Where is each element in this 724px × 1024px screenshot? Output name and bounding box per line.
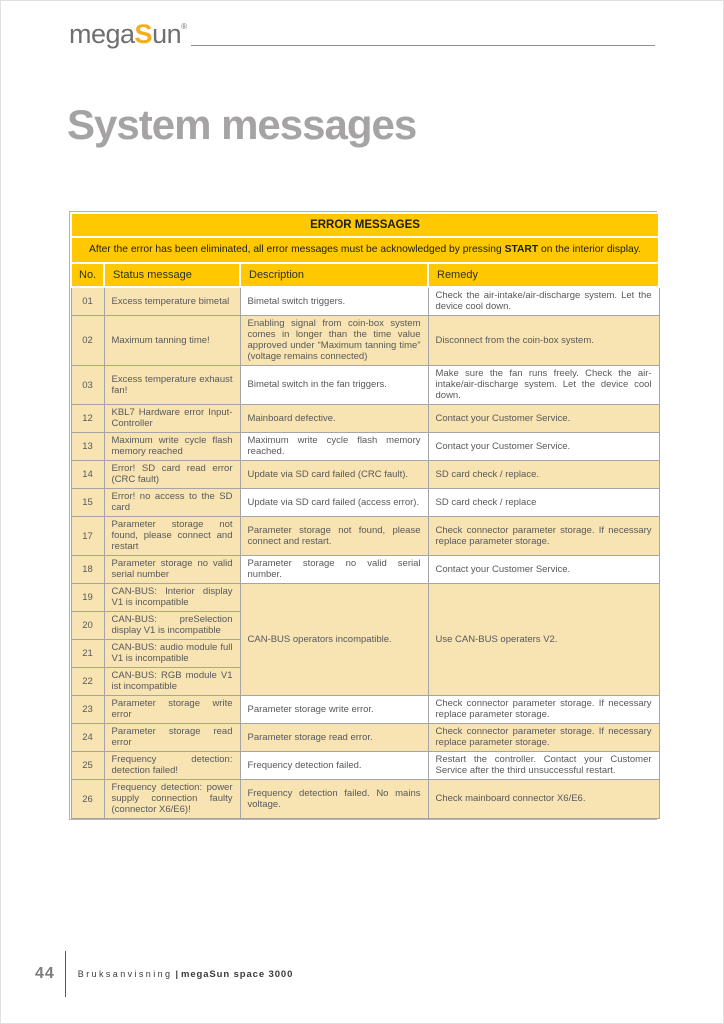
cell-description: Enabling signal from coin-box system comes in longer than the time value approved under “Maximum tanning time” (voltage remains connected) bbox=[240, 316, 428, 366]
logo-text-suffix: un bbox=[152, 19, 182, 49]
cell-remedy: Disconnect from the coin-box system. bbox=[428, 316, 659, 366]
table-row bbox=[71, 780, 659, 819]
cell-description: Parameter storage not found, please connect and restart. bbox=[240, 517, 428, 556]
cell-error-number: 14 bbox=[71, 461, 104, 489]
cell-remedy: Contact your Customer Service. bbox=[428, 556, 659, 584]
cell-error-number: 15 bbox=[71, 489, 104, 517]
table-row bbox=[71, 584, 659, 612]
cell-status-message: CAN-BUS: RGB module V1 ist incompatible bbox=[104, 668, 240, 696]
cell-error-number: 24 bbox=[71, 724, 104, 752]
table-row bbox=[71, 316, 659, 366]
page-number: 44 bbox=[35, 965, 55, 982]
cell-description: Frequency detection failed. No mains voltage. bbox=[240, 780, 428, 819]
note-prefix: After the error has been eliminated, all error messages must be acknowledged by pressing bbox=[89, 244, 505, 255]
cell-status-message: Error! no access to the SD card bbox=[104, 489, 240, 517]
cell-remedy: Check mainboard connector X6/E6. bbox=[428, 780, 659, 819]
cell-description: Maximum write cycle flash memory reached. bbox=[240, 433, 428, 461]
table-note bbox=[71, 237, 659, 263]
cell-description: Bimetal switch in the fan triggers. bbox=[240, 366, 428, 405]
logo-text-prefix: mega bbox=[69, 19, 135, 49]
table-row bbox=[71, 433, 659, 461]
cell-status-message: Parameter storage write error bbox=[104, 696, 240, 724]
cell-remedy: Check connector parameter storage. If necessary replace parameter storage. bbox=[428, 724, 659, 752]
cell-remedy: SD card check / replace. bbox=[428, 461, 659, 489]
footer-text bbox=[78, 969, 293, 980]
cell-status-message: Frequency detection: detection failed! bbox=[104, 752, 240, 780]
cell-error-number: 17 bbox=[71, 517, 104, 556]
table-row bbox=[71, 696, 659, 724]
cell-status-message: Parameter storage not found, please connect and restart bbox=[104, 517, 240, 556]
column-header-status: Status message bbox=[104, 263, 240, 287]
cell-status-message: Frequency detection: power supply connection faulty (connector X6/E6)! bbox=[104, 780, 240, 819]
cell-remedy: Restart the controller. Contact your Customer Service after the third unsuccessful restart. bbox=[428, 752, 659, 780]
cell-status-message: Parameter storage no valid serial number bbox=[104, 556, 240, 584]
error-table-head bbox=[71, 213, 659, 287]
cell-error-number: 12 bbox=[71, 405, 104, 433]
cell-error-number: 18 bbox=[71, 556, 104, 584]
cell-description: Bimetal switch triggers. bbox=[240, 287, 428, 316]
cell-description: Parameter storage write error. bbox=[240, 696, 428, 724]
brand-header bbox=[69, 21, 655, 48]
note-start-keyword: START bbox=[504, 244, 539, 255]
cell-status-message: Maximum write cycle flash memory reached bbox=[104, 433, 240, 461]
table-row bbox=[71, 752, 659, 780]
product-label: megaSun space 3000 bbox=[180, 968, 294, 980]
doc-label: Bruksanvisning bbox=[77, 968, 173, 979]
table-note-row bbox=[71, 237, 659, 263]
cell-status-message: CAN-BUS: audio module full V1 is incompatible bbox=[104, 640, 240, 668]
cell-status-message: Parameter storage read error bbox=[104, 724, 240, 752]
cell-status-message: Maximum tanning time! bbox=[104, 316, 240, 366]
cell-remedy: Check connector parameter storage. If necessary replace parameter storage. bbox=[428, 696, 659, 724]
page-title: System messages bbox=[67, 101, 417, 148]
cell-description: Frequency detection failed. bbox=[240, 752, 428, 780]
cell-description: CAN-BUS operators incompatible. bbox=[240, 584, 428, 696]
cell-description: Parameter storage read error. bbox=[240, 724, 428, 752]
table-title: ERROR MESSAGES bbox=[71, 213, 659, 237]
column-header-description: Description bbox=[240, 263, 428, 287]
cell-description: Mainboard defective. bbox=[240, 405, 428, 433]
megasun-logo bbox=[69, 21, 187, 48]
table-row bbox=[71, 556, 659, 584]
cell-error-number: 19 bbox=[71, 584, 104, 612]
cell-status-message: KBL7 Hardware error Input-Controller bbox=[104, 405, 240, 433]
cell-error-number: 21 bbox=[71, 640, 104, 668]
cell-error-number: 20 bbox=[71, 612, 104, 640]
footer-separator: | bbox=[175, 968, 178, 979]
cell-status-message: Excess temperature bimetal bbox=[104, 287, 240, 316]
cell-status-message: Error! SD card read error (CRC fault) bbox=[104, 461, 240, 489]
error-messages-table bbox=[69, 211, 657, 820]
table-row bbox=[71, 461, 659, 489]
cell-remedy: Contact your Customer Service. bbox=[428, 405, 659, 433]
table-title-row bbox=[71, 213, 659, 237]
column-header-row bbox=[71, 263, 659, 287]
page-footer bbox=[35, 951, 293, 997]
cell-status-message: Excess temperature exhaust fan! bbox=[104, 366, 240, 405]
footer-divider bbox=[65, 951, 66, 997]
table-row bbox=[71, 517, 659, 556]
cell-status-message: CAN-BUS: Interior display V1 is incompatible bbox=[104, 584, 240, 612]
header-rule bbox=[191, 45, 655, 46]
cell-remedy: Contact your Customer Service. bbox=[428, 433, 659, 461]
cell-error-number: 01 bbox=[71, 287, 104, 316]
column-header-no: No. bbox=[71, 263, 104, 287]
table-row bbox=[71, 489, 659, 517]
cell-description: Parameter storage no valid serial number. bbox=[240, 556, 428, 584]
table-row bbox=[71, 724, 659, 752]
cell-error-number: 22 bbox=[71, 668, 104, 696]
column-header-remedy: Remedy bbox=[428, 263, 659, 287]
logo-accent-letter: S bbox=[134, 19, 153, 49]
error-table-body bbox=[71, 287, 659, 819]
cell-remedy: Check connector parameter storage. If necessary replace parameter storage. bbox=[428, 517, 659, 556]
cell-error-number: 25 bbox=[71, 752, 104, 780]
registered-trademark-symbol: ® bbox=[181, 22, 187, 31]
cell-remedy: Use CAN-BUS operaters V2. bbox=[428, 584, 659, 696]
cell-remedy: Make sure the fan runs freely. Check the air-intake/air-discharge system. Let the device cool down. bbox=[428, 366, 659, 405]
cell-remedy: Check the air-intake/air-discharge system. Let the device cool down. bbox=[428, 287, 659, 316]
cell-description: Update via SD card failed (CRC fault). bbox=[240, 461, 428, 489]
table-row bbox=[71, 366, 659, 405]
note-suffix: on the interior display. bbox=[538, 244, 641, 255]
cell-error-number: 13 bbox=[71, 433, 104, 461]
cell-error-number: 26 bbox=[71, 780, 104, 819]
cell-error-number: 23 bbox=[71, 696, 104, 724]
cell-error-number: 03 bbox=[71, 366, 104, 405]
table-row bbox=[71, 287, 659, 316]
error-table bbox=[70, 212, 660, 819]
cell-status-message: CAN-BUS: preSelection display V1 is incompatible bbox=[104, 612, 240, 640]
cell-remedy: SD card check / replace bbox=[428, 489, 659, 517]
cell-description: Update via SD card failed (access error). bbox=[240, 489, 428, 517]
cell-error-number: 02 bbox=[71, 316, 104, 366]
table-row bbox=[71, 405, 659, 433]
